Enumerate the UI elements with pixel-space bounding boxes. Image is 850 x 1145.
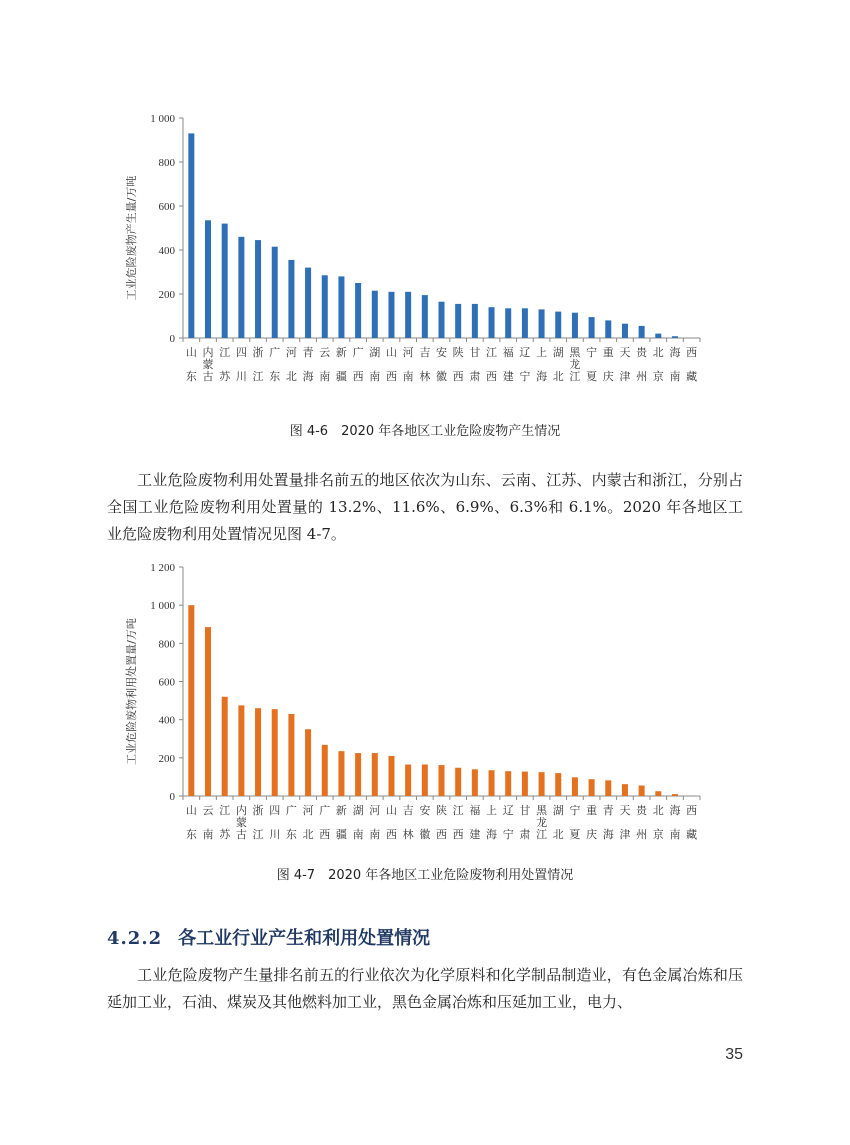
x-tick-label: 徽 bbox=[436, 370, 447, 383]
x-tick-label: 广 bbox=[319, 804, 331, 817]
x-tick-label: 江 bbox=[219, 346, 231, 359]
bar bbox=[355, 283, 361, 338]
x-tick-label: 江 bbox=[536, 828, 548, 841]
bar bbox=[222, 697, 228, 796]
x-tick-label: 广 bbox=[285, 804, 297, 817]
bar bbox=[455, 304, 461, 338]
x-tick-label: 南 bbox=[202, 828, 214, 841]
x-tick-label: 东 bbox=[185, 828, 197, 841]
x-tick-label: 黑 bbox=[569, 346, 581, 359]
x-tick-label: 南 bbox=[669, 370, 681, 383]
x-tick-label: 吉 bbox=[402, 804, 414, 817]
bar bbox=[288, 714, 294, 796]
x-tick-label: 庆 bbox=[602, 370, 614, 383]
bar bbox=[522, 308, 528, 338]
x-tick-label: 湖 bbox=[552, 346, 564, 359]
x-tick-label: 福 bbox=[502, 346, 514, 359]
x-tick-label: 北 bbox=[652, 346, 664, 359]
bar bbox=[305, 268, 311, 338]
x-tick-label: 甘 bbox=[469, 346, 481, 359]
x-tick-label: 重 bbox=[602, 346, 614, 359]
bar bbox=[188, 133, 194, 338]
page-number: 35 bbox=[725, 1046, 743, 1063]
x-tick-label: 陕 bbox=[436, 804, 447, 817]
x-tick-label: 上 bbox=[536, 346, 548, 359]
bar bbox=[255, 708, 261, 796]
x-tick-label: 安 bbox=[419, 804, 431, 817]
y-tick-label: 800 bbox=[158, 157, 175, 169]
x-tick-label: 宁 bbox=[569, 804, 581, 817]
y-tick-label: 400 bbox=[158, 714, 175, 727]
bar bbox=[605, 320, 611, 338]
x-tick-label: 北 bbox=[302, 828, 314, 841]
x-tick-label: 青 bbox=[302, 346, 314, 359]
x-tick-label: 京 bbox=[652, 370, 664, 383]
bar bbox=[505, 771, 511, 796]
bar bbox=[338, 276, 344, 338]
x-tick-label: 建 bbox=[469, 828, 481, 841]
bar bbox=[455, 768, 461, 796]
x-tick-label: 吉 bbox=[419, 346, 431, 359]
x-tick-label: 西 bbox=[686, 804, 698, 817]
x-tick-label: 山 bbox=[385, 346, 397, 359]
chart-generation-svg bbox=[0, 100, 850, 395]
x-tick-label: 江 bbox=[219, 804, 231, 817]
x-tick-label: 北 bbox=[285, 370, 297, 383]
bar bbox=[555, 312, 561, 338]
bar bbox=[338, 751, 344, 796]
x-tick-label: 山 bbox=[185, 804, 197, 817]
x-tick-label: 新 bbox=[335, 346, 347, 359]
bar bbox=[589, 779, 595, 796]
bar bbox=[422, 765, 428, 796]
x-tick-label: 古 bbox=[202, 370, 214, 383]
x-tick-label: 新 bbox=[335, 804, 347, 817]
x-tick-label: 重 bbox=[586, 804, 598, 817]
x-tick-label: 蒙 bbox=[235, 816, 247, 829]
y-tick-label: 0 bbox=[169, 791, 175, 803]
bar bbox=[522, 772, 528, 796]
x-tick-label: 西 bbox=[436, 828, 447, 841]
y-tick-label: 600 bbox=[158, 201, 175, 213]
y-tick-label: 0 bbox=[169, 333, 175, 345]
chart-generation bbox=[0, 100, 850, 395]
bar bbox=[589, 317, 595, 338]
x-tick-label: 肃 bbox=[519, 828, 531, 841]
x-tick-label: 贵 bbox=[636, 804, 648, 817]
bar bbox=[355, 753, 361, 796]
x-tick-label: 西 bbox=[686, 346, 698, 359]
x-tick-label: 内 bbox=[202, 346, 214, 359]
bar bbox=[205, 627, 211, 796]
bar bbox=[655, 791, 661, 796]
bar bbox=[238, 237, 244, 338]
paragraph-industries bbox=[107, 962, 743, 1016]
bar bbox=[422, 295, 428, 338]
x-tick-label: 辽 bbox=[502, 804, 514, 817]
x-tick-label: 海 bbox=[536, 370, 548, 383]
x-tick-label: 海 bbox=[302, 370, 314, 383]
x-tick-label: 海 bbox=[669, 346, 681, 359]
x-tick-label: 东 bbox=[285, 828, 297, 841]
x-tick-label: 河 bbox=[402, 346, 414, 359]
x-tick-label: 龙 bbox=[569, 358, 581, 371]
x-tick-label: 山 bbox=[185, 346, 197, 359]
paragraph-industries-text: 工业危险废物产生量排名前五的行业依次为化学原料和化学制品制造业，有色金属冶炼和压延加工业，石油、煤炭及其他燃料加工业，黑色金属冶炼和压延加工业，电力、 bbox=[107, 966, 743, 1011]
bar bbox=[539, 772, 545, 796]
x-tick-label: 海 bbox=[669, 804, 681, 817]
x-tick-label: 建 bbox=[502, 370, 514, 383]
x-tick-label: 河 bbox=[302, 804, 314, 817]
bar bbox=[405, 765, 411, 796]
x-tick-label: 夏 bbox=[586, 370, 598, 383]
x-tick-label: 疆 bbox=[335, 370, 347, 383]
bar bbox=[539, 309, 545, 338]
x-tick-label: 西 bbox=[385, 828, 397, 841]
y-tick-label: 600 bbox=[158, 676, 175, 689]
bar bbox=[238, 705, 244, 796]
x-tick-label: 南 bbox=[369, 370, 381, 383]
x-tick-label: 海 bbox=[602, 828, 614, 841]
x-tick-label: 云 bbox=[202, 804, 214, 817]
x-tick-label: 西 bbox=[452, 370, 464, 383]
y-tick-label: 200 bbox=[158, 289, 175, 301]
bar bbox=[505, 308, 511, 338]
section-title: 各工业行业产生和利用处置情况 bbox=[178, 928, 431, 949]
x-tick-label: 川 bbox=[269, 828, 281, 841]
x-tick-label: 广 bbox=[269, 346, 281, 359]
x-tick-label: 州 bbox=[636, 370, 648, 383]
x-tick-label: 北 bbox=[552, 370, 564, 383]
bar bbox=[489, 770, 495, 796]
x-tick-label: 青 bbox=[602, 804, 614, 817]
bar bbox=[672, 336, 678, 338]
y-tick-label: 200 bbox=[158, 752, 175, 765]
x-tick-label: 龙 bbox=[536, 816, 548, 829]
x-tick-label: 江 bbox=[486, 346, 498, 359]
paragraph-utilization-text: 工业危险废物利用处置量排名前五的地区依次为山东、云南、江苏、内蒙古和浙江，分别占全国工业危险废物利用处置量的 13.2%、11.6%、6.9%、6.3%和 6.1%。2020 年各地区工业危险废物利用处置情况见图 4-7。 bbox=[107, 471, 743, 543]
x-tick-label: 藏 bbox=[686, 828, 698, 841]
chart-utilization-svg bbox=[0, 555, 850, 850]
x-tick-label: 徽 bbox=[419, 828, 431, 841]
y-tick-label: 400 bbox=[158, 245, 175, 257]
x-tick-label: 河 bbox=[369, 804, 381, 817]
bar bbox=[639, 786, 645, 796]
x-tick-label: 西 bbox=[486, 370, 498, 383]
bar bbox=[288, 260, 294, 338]
bar bbox=[305, 729, 311, 796]
y-tick-label: 1 000 bbox=[150, 600, 175, 613]
x-tick-label: 湖 bbox=[552, 804, 564, 817]
x-tick-label: 苏 bbox=[219, 370, 231, 383]
bar bbox=[439, 765, 445, 796]
y-tick-label: 800 bbox=[158, 638, 175, 651]
x-tick-label: 广 bbox=[352, 346, 364, 359]
x-tick-label: 山 bbox=[385, 804, 397, 817]
x-tick-label: 浙 bbox=[252, 804, 264, 817]
x-tick-label: 南 bbox=[369, 828, 381, 841]
x-tick-label: 黑 bbox=[536, 804, 548, 817]
x-tick-label: 林 bbox=[402, 828, 414, 841]
bar bbox=[472, 304, 478, 338]
x-tick-label: 州 bbox=[636, 828, 648, 841]
x-tick-label: 江 bbox=[452, 804, 464, 817]
bar bbox=[489, 307, 495, 338]
x-tick-label: 宁 bbox=[519, 370, 531, 383]
x-tick-label: 西 bbox=[385, 370, 397, 383]
x-tick-label: 东 bbox=[185, 370, 197, 383]
x-tick-label: 四 bbox=[269, 804, 281, 817]
bar bbox=[655, 334, 661, 338]
figure-caption-4-7: 图 4-7 2020 年各地区工业危险废物利用处置情况 bbox=[276, 868, 574, 883]
x-tick-label: 南 bbox=[319, 370, 331, 383]
y-tick-label: 1 000 bbox=[150, 113, 175, 125]
x-tick-label: 贵 bbox=[636, 346, 648, 359]
x-tick-label: 福 bbox=[469, 804, 481, 817]
bar bbox=[222, 224, 228, 338]
x-tick-label: 宁 bbox=[502, 828, 514, 841]
bar bbox=[372, 753, 378, 796]
bar bbox=[205, 220, 211, 338]
y-axis-title: 工业危险废物产生量/万吨 bbox=[125, 175, 138, 301]
x-tick-label: 浙 bbox=[252, 346, 264, 359]
x-tick-label: 南 bbox=[352, 828, 364, 841]
x-tick-label: 庆 bbox=[586, 828, 598, 841]
bar bbox=[405, 292, 411, 338]
x-tick-label: 古 bbox=[235, 828, 247, 841]
x-tick-label: 宁 bbox=[586, 346, 598, 359]
bar bbox=[605, 780, 611, 796]
x-tick-label: 安 bbox=[436, 346, 447, 359]
x-tick-label: 甘 bbox=[519, 804, 531, 817]
bar bbox=[388, 292, 394, 338]
bar bbox=[272, 709, 278, 796]
x-tick-label: 河 bbox=[285, 346, 297, 359]
x-tick-label: 辽 bbox=[519, 346, 531, 359]
x-tick-label: 湖 bbox=[369, 346, 381, 359]
x-tick-label: 内 bbox=[235, 804, 247, 817]
bar bbox=[322, 275, 328, 338]
x-tick-label: 肃 bbox=[469, 370, 481, 383]
paragraph-utilization bbox=[107, 467, 743, 548]
x-tick-label: 南 bbox=[669, 828, 681, 841]
x-tick-label: 林 bbox=[419, 370, 431, 383]
x-tick-label: 天 bbox=[619, 804, 631, 817]
bar bbox=[188, 605, 194, 796]
x-tick-label: 上 bbox=[486, 804, 498, 817]
section-heading bbox=[107, 924, 430, 950]
bar bbox=[439, 302, 445, 338]
x-tick-label: 西 bbox=[352, 370, 364, 383]
x-tick-label: 南 bbox=[402, 370, 414, 383]
bar bbox=[622, 784, 628, 796]
x-tick-label: 陕 bbox=[452, 346, 464, 359]
x-tick-label: 东 bbox=[269, 370, 281, 383]
x-tick-label: 北 bbox=[652, 804, 664, 817]
bar bbox=[572, 777, 578, 796]
x-tick-label: 津 bbox=[619, 828, 631, 841]
bar bbox=[639, 326, 645, 338]
chart-utilization bbox=[0, 555, 850, 850]
y-axis-title: 工业危险废物利用处置量/万吨 bbox=[125, 618, 138, 765]
bar bbox=[255, 240, 261, 338]
bar bbox=[322, 745, 328, 796]
x-tick-label: 蒙 bbox=[202, 358, 214, 371]
x-tick-label: 江 bbox=[569, 370, 581, 383]
y-tick-label: 1 200 bbox=[150, 562, 175, 574]
bar bbox=[388, 756, 394, 796]
x-tick-label: 四 bbox=[235, 346, 247, 359]
x-tick-label: 湖 bbox=[352, 804, 364, 817]
x-tick-label: 江 bbox=[252, 828, 264, 841]
bar bbox=[555, 773, 561, 796]
x-tick-label: 江 bbox=[252, 370, 264, 383]
bar bbox=[672, 794, 678, 796]
x-tick-label: 天 bbox=[619, 346, 631, 359]
x-tick-label: 西 bbox=[452, 828, 464, 841]
x-tick-label: 津 bbox=[619, 370, 631, 383]
bar bbox=[472, 769, 478, 796]
bar bbox=[272, 247, 278, 338]
x-tick-label: 夏 bbox=[569, 828, 581, 841]
x-tick-label: 北 bbox=[552, 828, 564, 841]
x-tick-label: 苏 bbox=[219, 828, 231, 841]
x-tick-label: 京 bbox=[652, 828, 664, 841]
section-number: 4.2.2 bbox=[107, 928, 163, 949]
bar bbox=[622, 324, 628, 338]
x-tick-label: 海 bbox=[486, 828, 498, 841]
x-tick-label: 云 bbox=[319, 346, 331, 359]
bar bbox=[372, 291, 378, 338]
figure-caption-4-6: 图 4-6 2020 年各地区工业危险废物产生情况 bbox=[289, 424, 561, 439]
x-tick-label: 疆 bbox=[335, 828, 347, 841]
x-tick-label: 西 bbox=[319, 828, 331, 841]
bar bbox=[572, 313, 578, 338]
x-tick-label: 川 bbox=[235, 370, 247, 383]
x-tick-label: 藏 bbox=[686, 370, 698, 383]
